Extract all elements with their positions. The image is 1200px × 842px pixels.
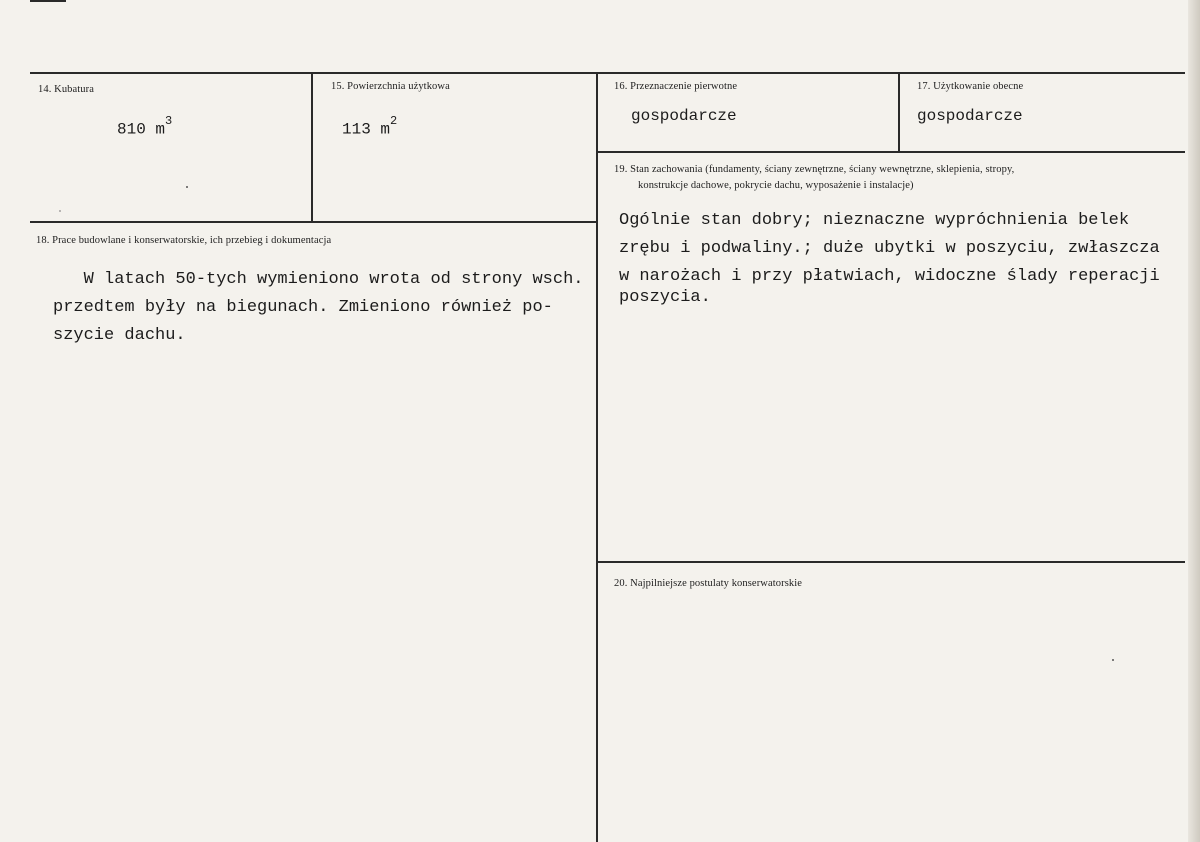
field-19-label-line-1: 19. Stan zachowania (fundamenty, ściany zewnętrzne, ściany wewnętrzne, sklepienia, stropy, — [614, 164, 1015, 175]
divider-15-16 — [596, 72, 598, 842]
field-19-text-line-3: w narożach i przy płatwiach, widoczne ślady reperacji — [619, 267, 1160, 286]
field-15-value — [342, 114, 398, 139]
field-15-value-text: 113 m — [342, 120, 391, 139]
field-19-label-line-2: konstrukcje dachowe, pokrycie dachu, wyposażenie i instalacje) — [638, 180, 914, 191]
rule-below-14-15 — [30, 221, 597, 223]
field-19-text-line-2: zrębu i podwaliny.; duże ubytki w poszyciu, zwłaszcza — [619, 239, 1160, 258]
field-18-text-line-1: W latach 50-tych wymieniono wrota od strony wsch. — [53, 270, 584, 289]
field-15-label: 15. Powierzchnia użytkowa — [331, 81, 450, 92]
paper-speck — [186, 186, 188, 188]
rule-below-16-17 — [596, 151, 1185, 153]
field-14-label: 14. Kubatura — [38, 84, 95, 95]
field-17-label: 17. Użytkowanie obecne — [917, 81, 1024, 92]
paper-speck — [59, 210, 61, 212]
field-16-value: gospodarcze — [631, 107, 737, 125]
field-19-text-line-4: poszycia. — [619, 288, 711, 307]
rule-above-20 — [596, 561, 1185, 563]
top-rule — [30, 72, 1185, 74]
field-14-value — [117, 114, 173, 139]
top-edge-mark — [30, 0, 66, 2]
page-edge-shadow — [1188, 0, 1200, 842]
divider-14-15 — [311, 72, 313, 222]
field-18-text-line-3: szycie dachu. — [53, 326, 186, 345]
field-14-value-text: 810 m — [117, 120, 166, 139]
paper-speck — [1112, 659, 1114, 661]
field-16-label: 16. Przeznaczenie pierwotne — [614, 81, 738, 92]
field-18-text-line-2: przedtem były na biegunach. Zmieniono również po- — [53, 298, 553, 317]
field-17-value: gospodarcze — [917, 107, 1023, 125]
field-18-label: 18. Prace budowlane i konserwatorskie, ich przebieg i dokumentacja — [36, 235, 332, 246]
field-19-text-line-1: Ogólnie stan dobry; nieznaczne wypróchnienia belek — [619, 211, 1130, 230]
field-14-unit-exponent: 3 — [165, 114, 173, 128]
field-15-unit-exponent: 2 — [390, 114, 398, 128]
divider-16-17 — [898, 72, 900, 152]
field-20-label: 20. Najpilniejsze postulaty konserwatorskie — [614, 578, 803, 589]
